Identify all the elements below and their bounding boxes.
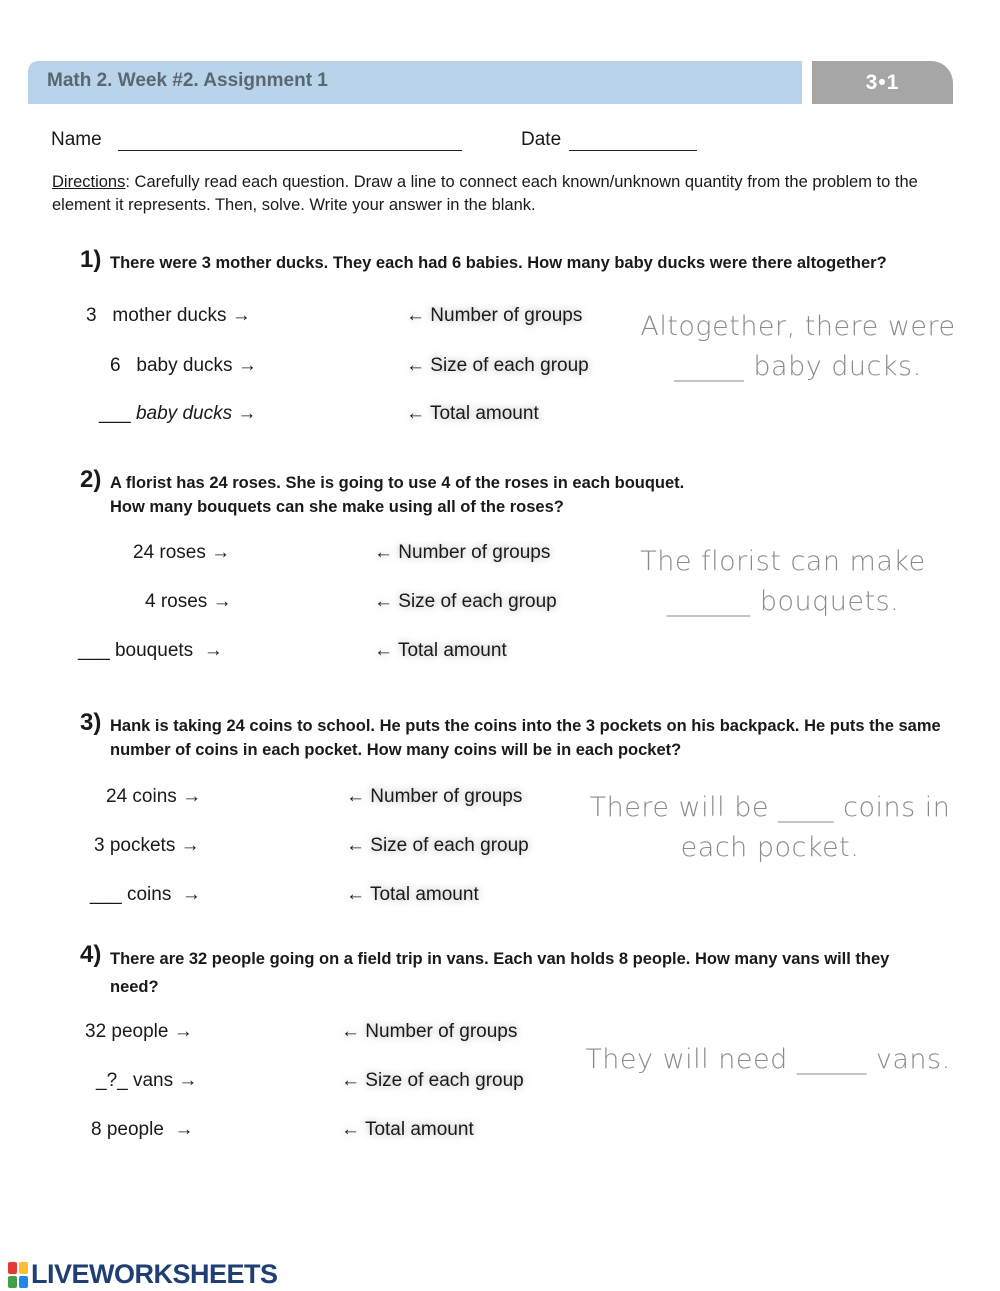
role-label: Size of each group bbox=[430, 355, 589, 376]
q3-answer-sentence[interactable] bbox=[580, 788, 960, 868]
item-label: 32 people bbox=[85, 1021, 169, 1042]
q2-role-total-amount[interactable] bbox=[374, 640, 507, 662]
logo-block-red bbox=[8, 1262, 17, 1274]
name-label: Name bbox=[51, 129, 102, 150]
question-1-number: 1) bbox=[80, 246, 102, 273]
role-label: Number of groups bbox=[430, 305, 583, 326]
item-label: 24 roses bbox=[133, 542, 206, 563]
q3-item-24-coins[interactable] bbox=[106, 786, 201, 808]
role-label: Total amount bbox=[364, 1119, 474, 1140]
arrow-left-icon: ← bbox=[341, 1070, 360, 1091]
question-4-text-line-2: need? bbox=[110, 978, 159, 996]
arrow-right-icon: → bbox=[173, 1021, 193, 1042]
item-prefix: 6 bbox=[110, 355, 121, 376]
directions bbox=[52, 171, 967, 217]
q4-item-32-people[interactable] bbox=[85, 1021, 193, 1043]
q3-role-number-of-groups[interactable] bbox=[346, 786, 522, 808]
item-label: baby ducks bbox=[136, 355, 233, 376]
logo-text: LIVEWORKSHEETS bbox=[31, 1259, 278, 1289]
role-label: Number of groups bbox=[365, 1021, 518, 1042]
q2-item-unknown-bouquets[interactable] bbox=[78, 640, 223, 662]
role-label: Size of each group bbox=[398, 591, 557, 612]
q3-role-total-amount[interactable] bbox=[346, 884, 479, 906]
question-2-number: 2) bbox=[80, 466, 102, 493]
arrow-right-icon: → bbox=[178, 1070, 198, 1091]
question-4-text-line-1: There are 32 people going on a field trip in vans. Each van holds 8 people. How many vans will they bbox=[110, 950, 890, 968]
lesson-badge: 3•1 bbox=[812, 61, 953, 104]
name-field[interactable] bbox=[118, 150, 462, 151]
item-label: mother ducks bbox=[112, 305, 227, 326]
item-label: bouquets bbox=[114, 640, 194, 661]
q3-item-unknown-coins[interactable] bbox=[90, 884, 201, 906]
answer-line-2: _____ baby ducks. bbox=[674, 351, 922, 382]
item-prefix: 3 bbox=[86, 305, 97, 326]
item-label: coins bbox=[126, 884, 172, 905]
q1-answer-sentence[interactable] bbox=[640, 307, 956, 387]
answer-line-2: ______ bouquets. bbox=[666, 586, 900, 617]
logo-icon bbox=[8, 1262, 28, 1288]
arrow-right-icon: → bbox=[211, 542, 231, 563]
role-label: Total amount bbox=[429, 403, 539, 424]
arrow-left-icon: ← bbox=[406, 355, 425, 376]
directions-label: Directions bbox=[52, 173, 126, 191]
logo-block-yellow bbox=[19, 1262, 28, 1274]
q2-role-number-of-groups[interactable] bbox=[374, 542, 550, 564]
q2-item-24-roses[interactable] bbox=[133, 542, 230, 564]
q4-role-total-amount[interactable] bbox=[341, 1119, 474, 1141]
arrow-left-icon: ← bbox=[341, 1021, 360, 1042]
item-label: baby ducks bbox=[135, 403, 233, 424]
role-label: Total amount bbox=[397, 640, 507, 661]
arrow-right-icon: → bbox=[181, 884, 201, 905]
answer-line-1: They will need _____ vans. bbox=[585, 1044, 951, 1075]
q1-role-total-amount[interactable] bbox=[406, 403, 539, 425]
q1-role-size-of-each-group[interactable] bbox=[406, 355, 589, 377]
role-label: Size of each group bbox=[365, 1070, 524, 1091]
q3-role-size-of-each-group[interactable] bbox=[346, 835, 529, 857]
answer-line-1: Altogether, there were bbox=[640, 311, 956, 342]
answer-line-1: The florist can make bbox=[640, 546, 926, 577]
arrow-right-icon: → bbox=[180, 835, 200, 856]
item-blank: _?_ bbox=[96, 1070, 128, 1091]
arrow-left-icon: ← bbox=[374, 640, 393, 661]
arrow-left-icon: ← bbox=[374, 591, 393, 612]
item-blank: ___ bbox=[99, 403, 131, 424]
logo-block-green bbox=[8, 1276, 17, 1288]
q3-item-3-pockets[interactable] bbox=[94, 835, 200, 857]
q2-role-size-of-each-group[interactable] bbox=[374, 591, 557, 613]
arrow-right-icon: → bbox=[174, 1119, 194, 1140]
role-label: Size of each group bbox=[370, 835, 529, 856]
liveworksheets-logo[interactable] bbox=[8, 1259, 278, 1290]
q1-item-baby-ducks[interactable] bbox=[110, 355, 257, 377]
q1-item-mother-ducks[interactable] bbox=[86, 305, 251, 327]
q4-role-number-of-groups[interactable] bbox=[341, 1021, 517, 1043]
item-label: 24 coins bbox=[106, 786, 177, 807]
arrow-right-icon: → bbox=[231, 305, 251, 326]
answer-line-1: There will be ____ coins in bbox=[589, 792, 951, 823]
logo-block-blue bbox=[19, 1276, 28, 1288]
arrow-left-icon: ← bbox=[374, 542, 393, 563]
arrow-left-icon: ← bbox=[346, 786, 365, 807]
answer-line-2: each pocket. bbox=[680, 832, 860, 863]
q1-role-number-of-groups[interactable] bbox=[406, 305, 582, 327]
question-3-text-line-2: number of coins in each pocket. How many coins will be in each pocket? bbox=[110, 741, 682, 759]
q2-answer-sentence[interactable] bbox=[625, 542, 941, 622]
date-label: Date bbox=[521, 129, 562, 150]
item-blank: ___ bbox=[78, 640, 110, 661]
q1-item-unknown-baby-ducks[interactable] bbox=[99, 403, 256, 425]
question-3-number: 3) bbox=[80, 709, 102, 736]
arrow-left-icon: ← bbox=[346, 884, 365, 905]
arrow-left-icon: ← bbox=[406, 403, 425, 424]
question-4-number: 4) bbox=[80, 941, 102, 968]
date-field[interactable] bbox=[569, 150, 697, 151]
item-blank: ___ bbox=[90, 884, 122, 905]
role-label: Number of groups bbox=[370, 786, 523, 807]
q4-answer-sentence[interactable] bbox=[578, 1040, 958, 1080]
item-label: vans bbox=[132, 1070, 174, 1091]
q4-role-size-of-each-group[interactable] bbox=[341, 1070, 524, 1092]
q2-item-4-roses[interactable] bbox=[145, 591, 232, 613]
worksheet-title: Math 2. Week #2. Assignment 1 bbox=[47, 70, 328, 91]
arrow-right-icon: → bbox=[237, 355, 257, 376]
arrow-right-icon: → bbox=[182, 786, 202, 807]
role-label: Number of groups bbox=[398, 542, 551, 563]
arrow-left-icon: ← bbox=[406, 305, 425, 326]
question-2-text-line-1: A florist has 24 roses. She is going to use 4 of the roses in each bouquet. bbox=[110, 474, 685, 492]
item-label: 8 people bbox=[91, 1119, 164, 1140]
arrow-left-icon: ← bbox=[341, 1119, 360, 1140]
question-1-text: There were 3 mother ducks. They each had 6 babies. How many baby ducks were there altogether? bbox=[110, 254, 887, 272]
item-label: 4 roses bbox=[145, 591, 208, 612]
q4-item-unknown-vans[interactable] bbox=[96, 1070, 197, 1092]
item-label: 3 pockets bbox=[94, 835, 176, 856]
role-label: Total amount bbox=[369, 884, 479, 905]
arrow-left-icon: ← bbox=[346, 835, 365, 856]
arrow-right-icon: → bbox=[237, 403, 257, 424]
question-3-text-line-1: Hank is taking 24 coins to school. He puts the coins into the 3 pockets on his backpack. He puts the same bbox=[110, 717, 941, 735]
arrow-right-icon: → bbox=[203, 640, 223, 661]
directions-text: : Carefully read each question. Draw a line to connect each known/unknown quantity from the problem to the element it represents. Then, solve. Write your answer in the blank. bbox=[52, 173, 918, 214]
question-2-text-line-2: How many bouquets can she make using all of the roses? bbox=[110, 498, 564, 516]
arrow-right-icon: → bbox=[212, 591, 232, 612]
q4-item-8-people[interactable] bbox=[91, 1119, 193, 1141]
